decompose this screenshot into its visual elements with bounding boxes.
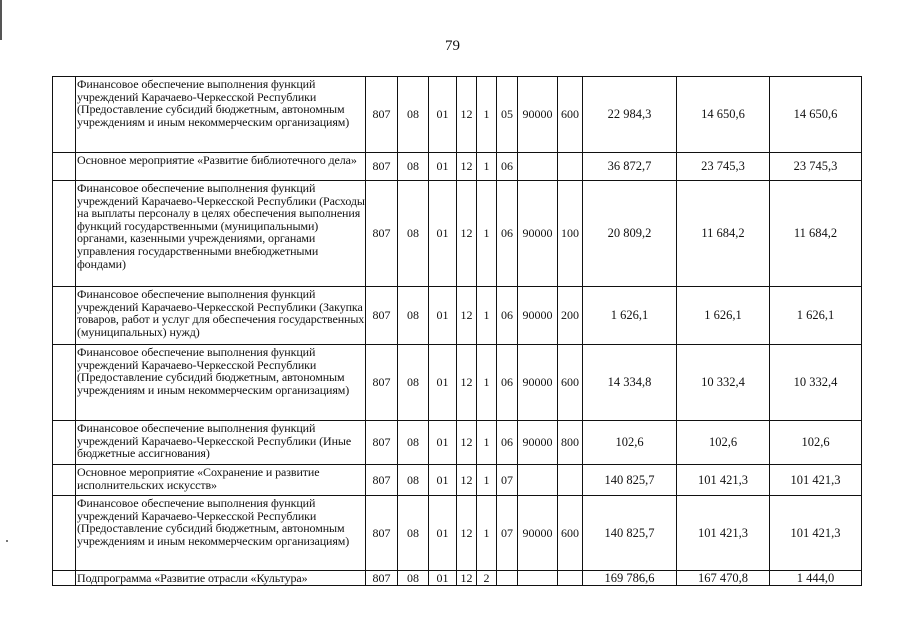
subsection-code-cell: 01 xyxy=(429,465,457,496)
page-number: 79 xyxy=(445,38,460,54)
admin-code-cell: 807 xyxy=(366,181,398,287)
subprogram-code-cell: 1 xyxy=(477,496,497,571)
admin-code-cell: 807 xyxy=(366,345,398,421)
amount-year3-cell: 101 421,3 xyxy=(770,465,862,496)
direction-code-cell: 90000 xyxy=(518,77,558,153)
activity-code-cell: 06 xyxy=(497,181,518,287)
direction-code-cell: 90000 xyxy=(518,345,558,421)
table-row xyxy=(53,77,862,153)
table-row xyxy=(53,496,862,571)
table-row xyxy=(53,153,862,181)
table-row xyxy=(53,287,862,345)
direction-code-cell: 90000 xyxy=(518,496,558,571)
activity-code-cell: 06 xyxy=(497,153,518,181)
subsection-code-cell: 01 xyxy=(429,421,457,465)
section-code-cell: 08 xyxy=(398,571,429,586)
amount-year2-cell: 167 470,8 xyxy=(677,571,770,586)
scan-edge-mark xyxy=(0,0,2,40)
expense-type-cell: 600 xyxy=(558,345,583,421)
budget-table xyxy=(52,76,862,586)
table-row xyxy=(53,421,862,465)
amount-year2-cell: 11 684,2 xyxy=(677,181,770,287)
admin-code-cell: 807 xyxy=(366,77,398,153)
amount-year3-cell: 102,6 xyxy=(770,421,862,465)
subsection-code-cell: 01 xyxy=(429,496,457,571)
expense-name-cell: Финансовое обеспечение выполнения функций учреждений Карачаево-Черкесской Республики (Иные бюджетные ассигнования) xyxy=(76,421,366,465)
amount-year2-cell: 10 332,4 xyxy=(677,345,770,421)
table-row xyxy=(53,465,862,496)
amount-year1-cell: 36 872,7 xyxy=(583,153,677,181)
amount-year1-cell: 140 825,7 xyxy=(583,465,677,496)
amount-year2-cell: 101 421,3 xyxy=(677,465,770,496)
program-code-cell: 12 xyxy=(457,77,477,153)
subsection-code-cell: 01 xyxy=(429,287,457,345)
section-code-cell: 08 xyxy=(398,287,429,345)
admin-code-cell: 807 xyxy=(366,465,398,496)
amount-year1-cell: 20 809,2 xyxy=(583,181,677,287)
amount-year1-cell: 22 984,3 xyxy=(583,77,677,153)
row-number-cell xyxy=(53,571,76,586)
subprogram-code-cell: 1 xyxy=(477,465,497,496)
amount-year3-cell: 10 332,4 xyxy=(770,345,862,421)
program-code-cell: 12 xyxy=(457,421,477,465)
table-body xyxy=(53,77,862,586)
section-code-cell: 08 xyxy=(398,181,429,287)
amount-year1-cell: 169 786,6 xyxy=(583,571,677,586)
amount-year1-cell: 1 626,1 xyxy=(583,287,677,345)
expense-name-cell: Подпрограмма «Развитие отрасли «Культура» xyxy=(76,571,366,586)
subprogram-code-cell: 1 xyxy=(477,181,497,287)
admin-code-cell: 807 xyxy=(366,496,398,571)
section-code-cell: 08 xyxy=(398,465,429,496)
expense-name-cell: Финансовое обеспечение выполнения функций учреждений Карачаево-Черкесской Республики (Закупка товаров, работ и услуг для обеспечения государственных (муниципальных) нужд) xyxy=(76,287,366,345)
subprogram-code-cell: 1 xyxy=(477,345,497,421)
amount-year3-cell: 101 421,3 xyxy=(770,496,862,571)
row-number-cell xyxy=(53,496,76,571)
program-code-cell: 12 xyxy=(457,345,477,421)
section-code-cell: 08 xyxy=(398,496,429,571)
subsection-code-cell: 01 xyxy=(429,181,457,287)
subsection-code-cell: 01 xyxy=(429,345,457,421)
activity-code-cell: 05 xyxy=(497,77,518,153)
activity-code-cell: 07 xyxy=(497,465,518,496)
activity-code-cell xyxy=(497,571,518,586)
admin-code-cell: 807 xyxy=(366,153,398,181)
program-code-cell: 12 xyxy=(457,287,477,345)
amount-year2-cell: 14 650,6 xyxy=(677,77,770,153)
activity-code-cell: 06 xyxy=(497,421,518,465)
amount-year3-cell: 1 626,1 xyxy=(770,287,862,345)
row-number-cell xyxy=(53,465,76,496)
amount-year3-cell: 11 684,2 xyxy=(770,181,862,287)
direction-code-cell xyxy=(518,465,558,496)
activity-code-cell: 06 xyxy=(497,345,518,421)
direction-code-cell: 90000 xyxy=(518,421,558,465)
amount-year3-cell: 23 745,3 xyxy=(770,153,862,181)
row-number-cell xyxy=(53,153,76,181)
section-code-cell: 08 xyxy=(398,421,429,465)
expense-type-cell: 600 xyxy=(558,77,583,153)
subprogram-code-cell: 1 xyxy=(477,421,497,465)
admin-code-cell: 807 xyxy=(366,421,398,465)
expense-type-cell: 600 xyxy=(558,496,583,571)
expense-type-cell xyxy=(558,571,583,586)
expense-name-cell: Финансовое обеспечение выполнения функций учреждений Карачаево-Черкесской Республики (Предоставление субсидий бюджетным, автономным учреждениям и иным некоммерческим организациям) xyxy=(76,345,366,421)
amount-year2-cell: 102,6 xyxy=(677,421,770,465)
section-code-cell: 08 xyxy=(398,153,429,181)
expense-type-cell: 200 xyxy=(558,287,583,345)
amount-year3-cell: 1 444,0 xyxy=(770,571,862,586)
activity-code-cell: 07 xyxy=(497,496,518,571)
direction-code-cell: 90000 xyxy=(518,181,558,287)
direction-code-cell: 90000 xyxy=(518,287,558,345)
expense-type-cell xyxy=(558,153,583,181)
row-number-cell xyxy=(53,77,76,153)
expense-name-cell: Финансовое обеспечение выполнения функций учреждений Карачаево-Черкесской Республики (Расходы на выплаты персоналу в целях обеспечения выполнения функций государственными (муниципальными) органами, казенными учреждениями, органами управления государственными внебюджетными фондами) xyxy=(76,181,366,287)
section-code-cell: 08 xyxy=(398,77,429,153)
subsection-code-cell: 01 xyxy=(429,153,457,181)
expense-name-cell: Основное мероприятие «Сохранение и развитие исполнительских искусств» xyxy=(76,465,366,496)
amount-year2-cell: 101 421,3 xyxy=(677,496,770,571)
expense-type-cell: 800 xyxy=(558,421,583,465)
section-code-cell: 08 xyxy=(398,345,429,421)
program-code-cell: 12 xyxy=(457,496,477,571)
activity-code-cell: 06 xyxy=(497,287,518,345)
program-code-cell: 12 xyxy=(457,571,477,586)
subsection-code-cell: 01 xyxy=(429,571,457,586)
row-number-cell xyxy=(53,287,76,345)
scan-dust-mark xyxy=(6,540,8,542)
table-row xyxy=(53,571,862,586)
subprogram-code-cell: 1 xyxy=(477,77,497,153)
subsection-code-cell: 01 xyxy=(429,77,457,153)
admin-code-cell: 807 xyxy=(366,571,398,586)
subprogram-code-cell: 1 xyxy=(477,153,497,181)
row-number-cell xyxy=(53,345,76,421)
subprogram-code-cell: 2 xyxy=(477,571,497,586)
subprogram-code-cell: 1 xyxy=(477,287,497,345)
amount-year1-cell: 102,6 xyxy=(583,421,677,465)
amount-year1-cell: 14 334,8 xyxy=(583,345,677,421)
amount-year3-cell: 14 650,6 xyxy=(770,77,862,153)
row-number-cell xyxy=(53,181,76,287)
table-row xyxy=(53,345,862,421)
program-code-cell: 12 xyxy=(457,465,477,496)
amount-year2-cell: 23 745,3 xyxy=(677,153,770,181)
row-number-cell xyxy=(53,421,76,465)
program-code-cell: 12 xyxy=(457,153,477,181)
expense-type-cell: 100 xyxy=(558,181,583,287)
direction-code-cell xyxy=(518,153,558,181)
expense-name-cell: Финансовое обеспечение выполнения функций учреждений Карачаево-Черкесской Республики (Предоставление субсидий бюджетным, автономным учреждениям и иным некоммерческим организациям) xyxy=(76,77,366,153)
expense-name-cell: Основное мероприятие «Развитие библиотечного дела» xyxy=(76,153,366,181)
table-row xyxy=(53,181,862,287)
amount-year1-cell: 140 825,7 xyxy=(583,496,677,571)
program-code-cell: 12 xyxy=(457,181,477,287)
expense-type-cell xyxy=(558,465,583,496)
amount-year2-cell: 1 626,1 xyxy=(677,287,770,345)
admin-code-cell: 807 xyxy=(366,287,398,345)
expense-name-cell: Финансовое обеспечение выполнения функций учреждений Карачаево-Черкесской Республики (Предоставление субсидий бюджетным, автономным учреждениям и иным некоммерческим организациям) xyxy=(76,496,366,571)
direction-code-cell xyxy=(518,571,558,586)
